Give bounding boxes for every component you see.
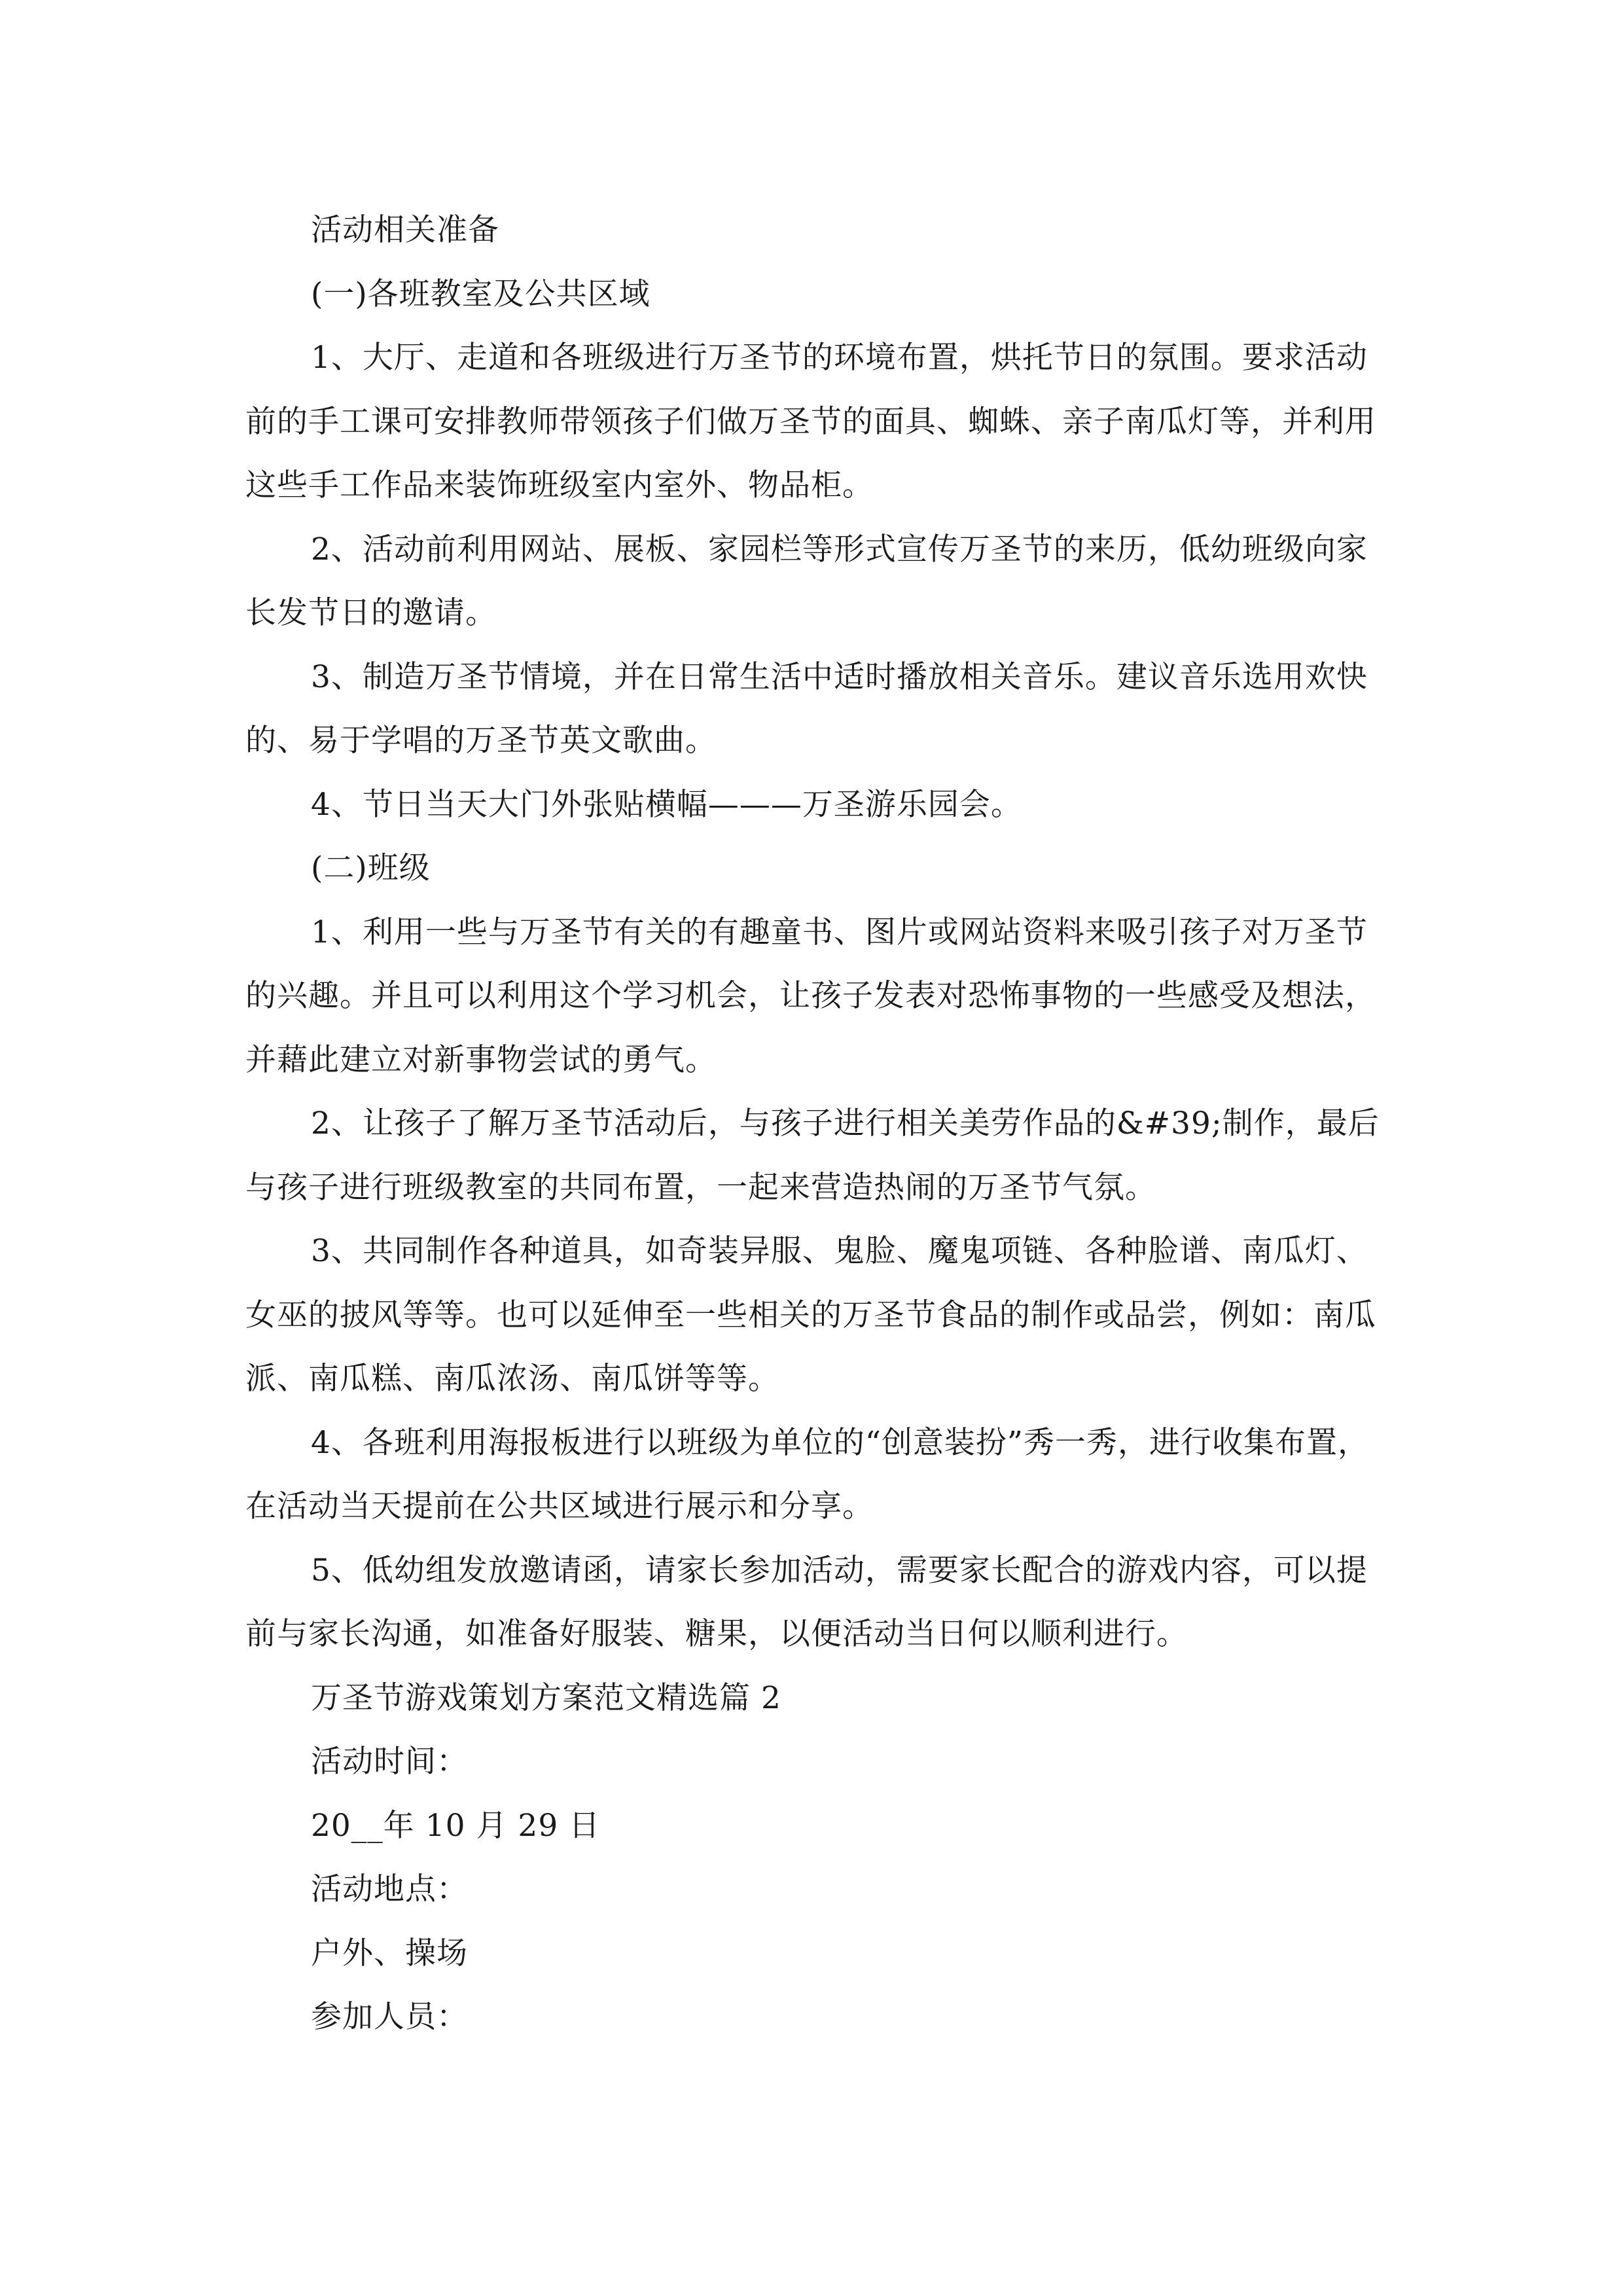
paragraph-item: 5、低幼组发放邀请函，请家长参加活动，需要家长配合的游戏内容，可以提前与家长沟通，如准备好服装、糖果，以便活动当日何以顺利进行。 <box>245 1552 1368 1652</box>
field-label-participants: 参加人员： <box>311 1999 468 2035</box>
field-value-location: 户外、操场 <box>311 1935 468 1971</box>
document-body <box>245 198 1387 2049</box>
paragraph-item: 2、活动前利用网站、展板、家园栏等形式宣传万圣节的来历，低幼班级向家长发节日的邀请。 <box>245 531 1368 631</box>
paragraph-item: 3、共同制作各种道具，如奇装异服、鬼脸、魔鬼项链、各种脸谱、南瓜灯、女巫的披风等等。也可以延伸至一些相关的万圣节食品的制作或品尝，例如：南瓜派、南瓜糕、南瓜浓汤、南瓜饼等等。 <box>245 1233 1376 1397</box>
field-label-time: 活动时间： <box>311 1744 468 1780</box>
paragraph-item: 1、大厅、走道和各班级进行万圣节的环境布置，烘托节日的氛围。要求活动前的手工课可安排教师带领孩子们做万圣节的面具、蜘蛛、亲子南瓜灯等，并利用这些手工作品来装饰班级室内室外、物品柜。 <box>245 340 1376 503</box>
field-value-date: 20__年 10 月 29 日 <box>311 1807 601 1844</box>
paragraph-item: 3、制造万圣节情境，并在日常生活中适时播放相关音乐。建议音乐选用欢快的、易于学唱的万圣节英文歌曲。 <box>245 658 1368 759</box>
article-title-part2: 万圣节游戏策划方案范文精选篇 2 <box>311 1679 781 1716</box>
paragraph-item: 2、让孩子了解万圣节活动后，与孩子进行相关美劳作品的&#39;制作，最后与孩子进行班级教室的共同布置，一起来营造热闹的万圣节气氛。 <box>245 1105 1380 1206</box>
paragraph-item: 1、利用一些与万圣节有关的有趣童书、图片或网站资料来吸引孩子对万圣节的兴趣。并且可以利用这个学习机会，让孩子发表对恐怖事物的一些感受及想法，并藉此建立对新事物尝试的勇气。 <box>245 914 1376 1078</box>
paragraph-item: 4、各班利用海报板进行以班级为单位的“创意装扮”秀一秀，进行收集布置，在活动当天提前在公共区域进行展示和分享。 <box>245 1424 1369 1524</box>
paragraph-item: 4、节日当天大门外张贴横幅———万圣游乐园会。 <box>311 786 1022 823</box>
subsection-heading-class: (二)班级 <box>311 850 431 886</box>
section-heading-preparation: 活动相关准备 <box>311 212 499 248</box>
field-label-location: 活动地点： <box>311 1871 468 1907</box>
subsection-heading-classrooms: (一)各班教室及公共区域 <box>311 276 651 312</box>
